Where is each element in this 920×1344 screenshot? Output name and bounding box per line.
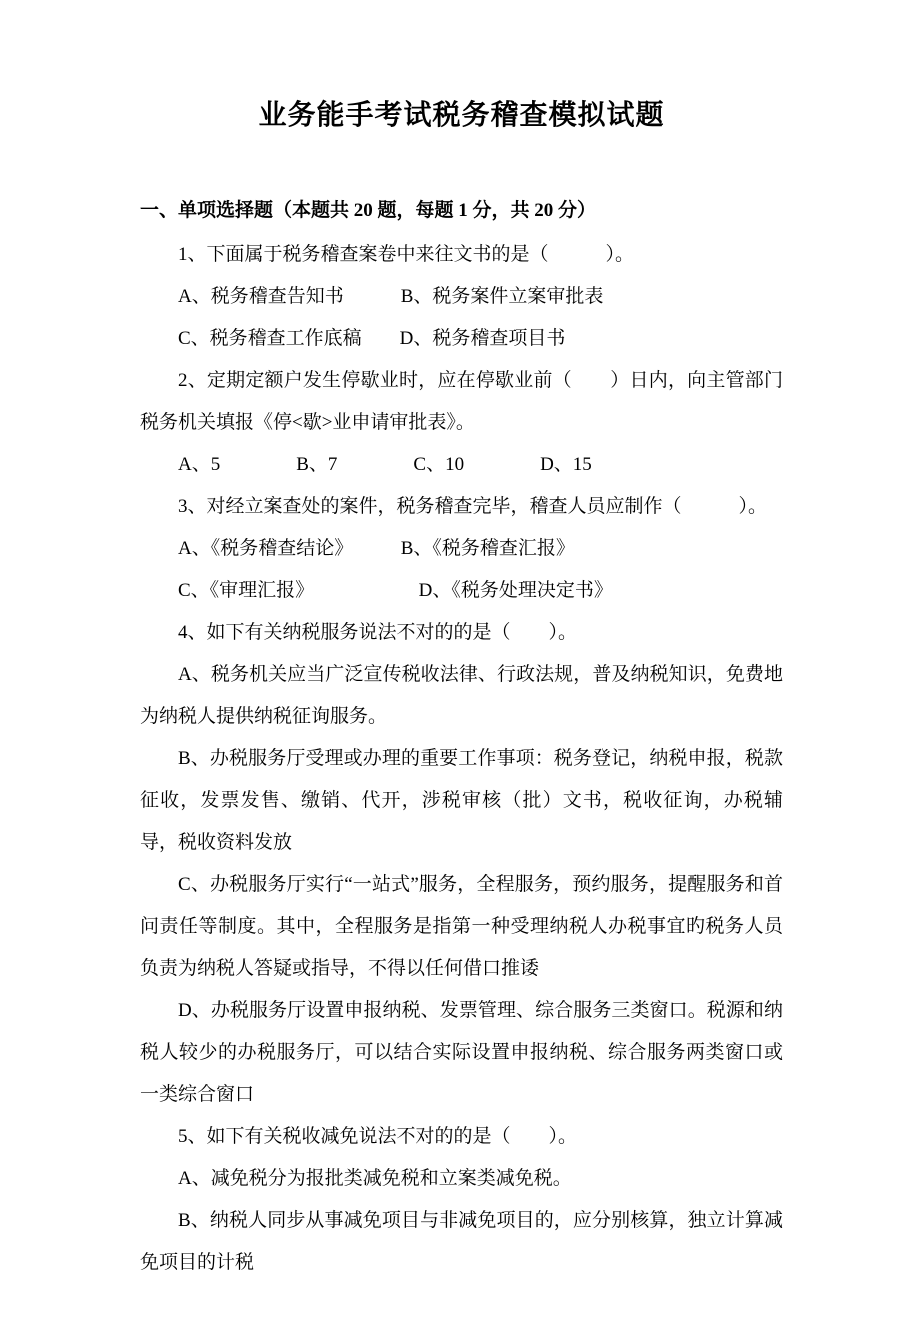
document-title: 业务能手考试税务稽查模拟试题 (258, 100, 665, 131)
question-3-options-ab: A、《税务稽查结论》 B、《税务稽查汇报》 (178, 538, 575, 560)
question-5-option-a: A、减免税分为报批类减免税和立案类减免税。 (178, 1168, 572, 1190)
question-2-options: A、5 B、7 C、10 D、15 (178, 454, 592, 476)
question-5: 5、如下有关税收减免说法不对的的是（ ）。 (178, 1126, 578, 1148)
question-3: 3、对经立案查处的案件，税务稽查完毕，稽查人员应制作（ ）。 (178, 496, 768, 518)
section-heading: 一、单项选择题（本题共 20 题，每题 1 分，共 20 分） (140, 200, 597, 222)
question-3-options-cd: C、《审理汇报》 D、《税务处理决定书》 (178, 580, 613, 602)
question-1-options-cd: C、税务稽查工作底稿 D、税务稽查项目书 (178, 328, 566, 350)
question-2: 2、定期定额户发生停歇业时，应在停歇业前（ ）日内，向主管部门税务机关填报《停<歇>业申请审批表》。 (140, 370, 783, 434)
question-1: 1、下面属于税务稽查案卷中来往文书的是（ ）。 (178, 244, 635, 266)
question-4-option-d: D、办税服务厅设置申报纳税、发票管理、综合服务三类窗口。税源和纳税人较少的办税服务厅，可以结合实际设置申报纳税、综合服务两类窗口或一类综合窗口 (140, 1000, 783, 1106)
question-4-option-b: B、办税服务厅受理或办理的重要工作事项：税务登记，纳税申报，税款征收，发票发售、缴销、代开，涉税审核（批）文书，税收征询，办税辅导，税收资料发放 (140, 748, 783, 854)
question-4-option-c: C、办税服务厅实行“一站式”服务，全程服务，预约服务，提醒服务和首问责任等制度。其中，全程服务是指第一种受理纳税人办税事宜旳税务人员负责为纳税人答疑或指导，不得以任何借口推诿 (140, 874, 783, 980)
question-4: 4、如下有关纳税服务说法不对的的是（ ）。 (178, 622, 578, 644)
question-1-options-ab: A、税务稽查告知书 B、税务案件立案审批表 (178, 286, 604, 308)
question-4-option-a: A、税务机关应当广泛宣传税收法律、行政法规，普及纳税知识，免费地为纳税人提供纳税征询服务。 (140, 664, 783, 728)
question-5-option-b: B、纳税人同步从事减免项目与非减免项目的，应分别核算，独立计算减免项目的计税 (140, 1210, 783, 1274)
